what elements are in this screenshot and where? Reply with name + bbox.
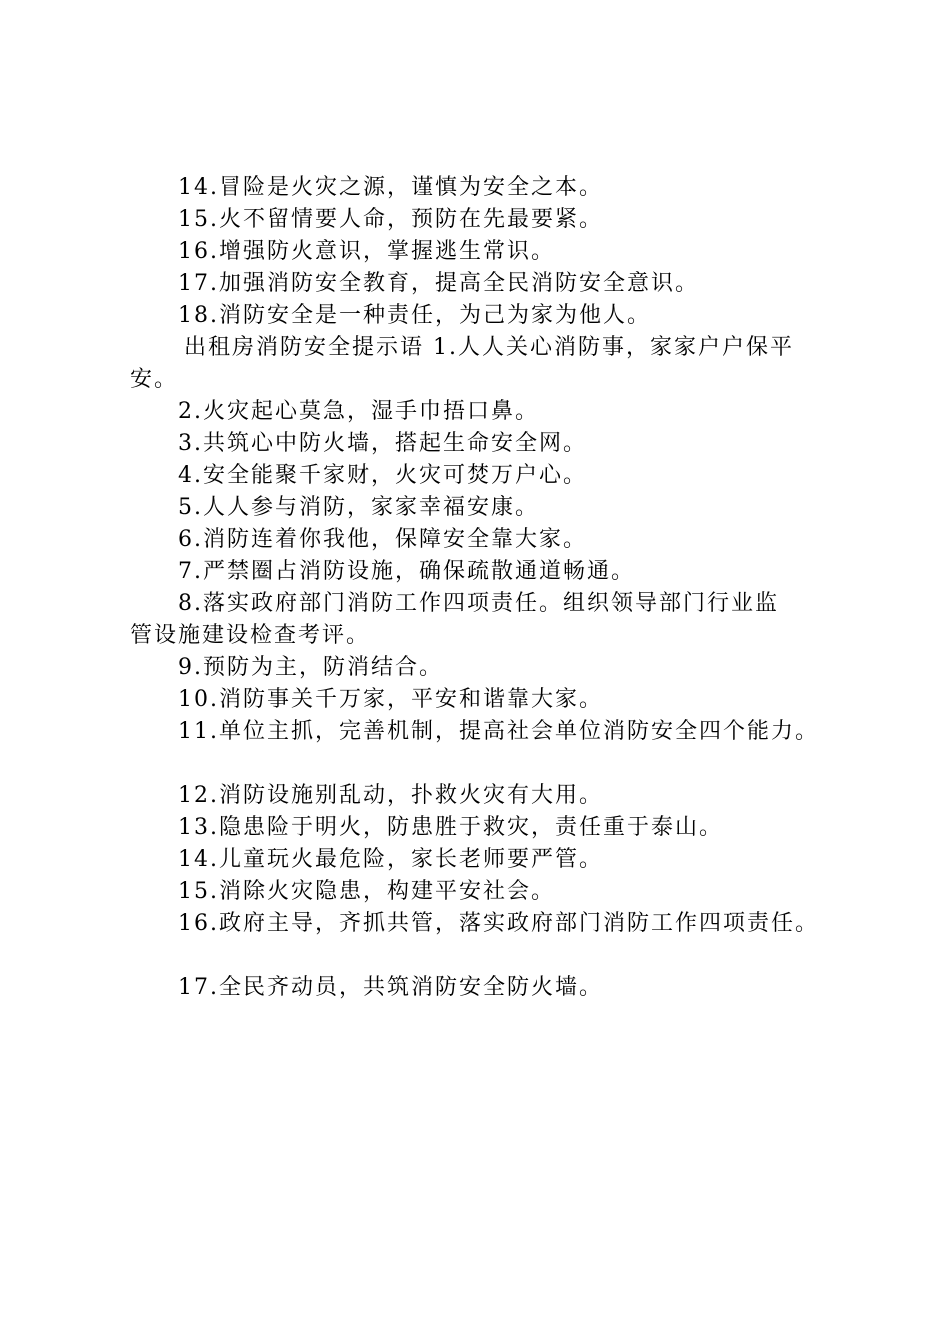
text-line: 4.安全能聚千家财，火灾可焚万户心。 <box>178 463 587 488</box>
document-body <box>130 172 850 1004</box>
text-line: 10.消防事关千万家，平安和谐靠大家。 <box>178 687 603 712</box>
text-line: 15.消除火灾隐患，构建平安社会。 <box>178 879 555 904</box>
text-line: 12.消防设施别乱动，扑救火灾有大用。 <box>178 783 603 808</box>
text-line-continuation: 安。 <box>130 367 179 392</box>
text-line: 7.严禁圈占消防设施，确保疏散通道畅通。 <box>178 559 635 584</box>
text-line: 14.儿童玩火最危险，家长老师要严管。 <box>178 847 603 872</box>
text-line: 14.冒险是火灾之源，谨慎为安全之本。 <box>178 175 603 200</box>
text-line: 17.全民齐动员，共筑消防安全防火墙。 <box>178 975 603 1000</box>
text-line-continuation: 管设施建设检查考评。 <box>130 623 371 648</box>
text-line: 13.隐患险于明火，防患胜于救灾，责任重于泰山。 <box>178 815 723 840</box>
text-line: 15.火不留情要人命，预防在先最要紧。 <box>178 207 603 232</box>
text-line: 5.人人参与消防，家家幸福安康。 <box>178 495 539 520</box>
text-line: 2.火灾起心莫急，湿手巾捂口鼻。 <box>178 399 539 424</box>
text-line: 16.增强防火意识，掌握逃生常识。 <box>178 239 555 264</box>
text-line: 18.消防安全是一种责任，为己为家为他人。 <box>178 303 651 328</box>
text-line: 16.政府主导，齐抓共管，落实政府部门消防工作四项责任。 <box>178 911 819 936</box>
text-line: 6.消防连着你我他，保障安全靠大家。 <box>178 527 587 552</box>
blank-line <box>130 940 850 972</box>
text-line: 3.共筑心中防火墙，搭起生命安全网。 <box>178 431 587 456</box>
text-line: 8.落实政府部门消防工作四项责任。组织领导部门行业监 <box>178 591 779 616</box>
text-line: 17.加强消防安全教育，提高全民消防安全意识。 <box>178 271 699 296</box>
text-line: 9.预防为主，防消结合。 <box>178 655 443 680</box>
blank-line <box>130 748 850 780</box>
section-title-line: 出租房消防安全提示语 1.人人关心消防事，家家户户保平 <box>184 335 794 360</box>
text-line: 11.单位主抓，完善机制，提高社会单位消防安全四个能力。 <box>178 719 819 744</box>
